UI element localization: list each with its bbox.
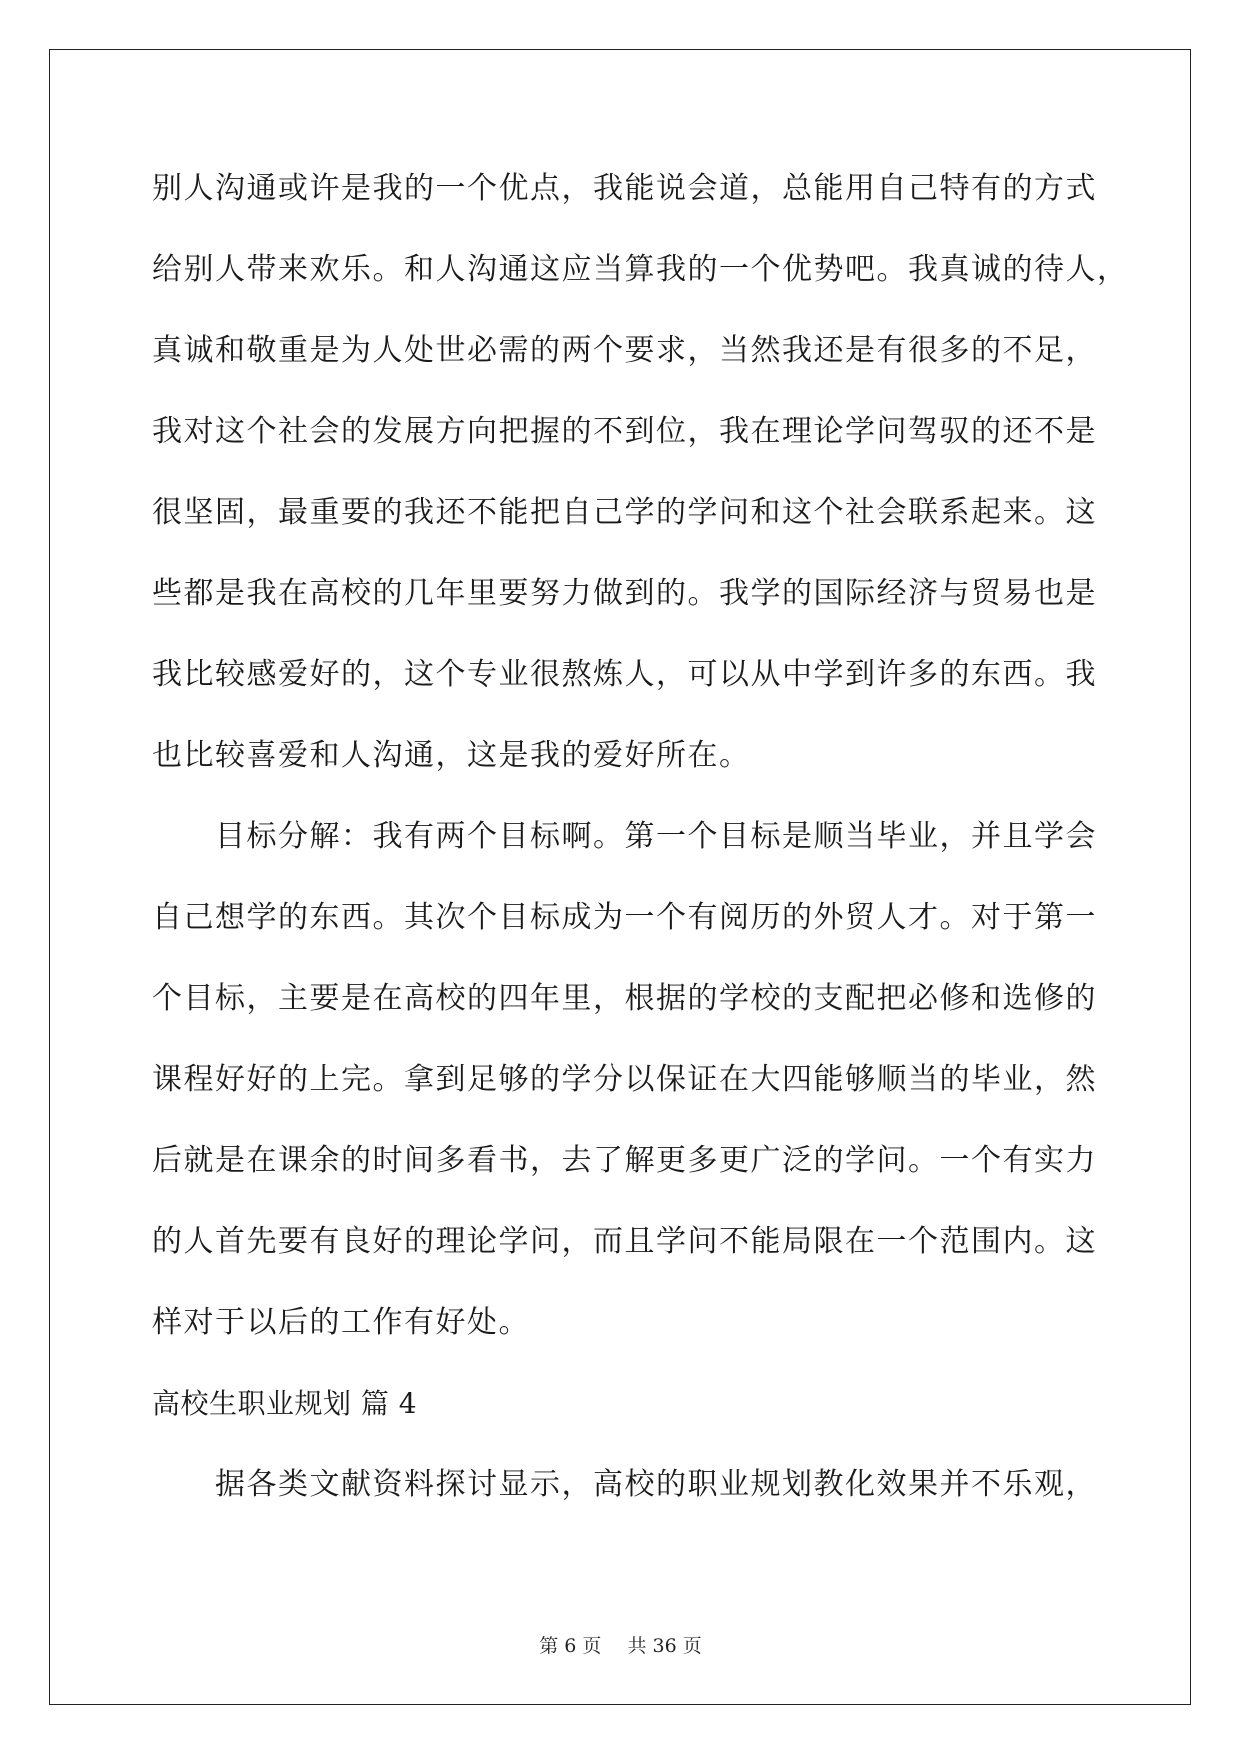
paragraph-line: 很坚固，最重要的我还不能把自己学的学问和这个社会联系起来。这 bbox=[152, 495, 1097, 530]
page-total: 共 36 页 bbox=[627, 1635, 702, 1657]
paragraph-line: 据各类文献资料探讨显示，高校的职业规划教化效果并不乐观， bbox=[152, 1467, 1097, 1502]
paragraph-line: 样对于以后的工作有好处。 bbox=[152, 1305, 530, 1340]
paragraph-line: 的人首先要有良好的理论学问，而且学问不能局限在一个范围内。这 bbox=[152, 1224, 1097, 1259]
paragraph-line: 别人沟通或许是我的一个优点，我能说会道，总能用自己特有的方式 bbox=[152, 171, 1097, 206]
document-body bbox=[152, 158, 1129, 1535]
paragraph-line: 我对这个社会的发展方向把握的不到位，我在理论学问驾驭的还不是 bbox=[152, 414, 1097, 449]
paragraph-line: 个目标，主要是在高校的四年里，根据的学校的支配把必修和选修的 bbox=[152, 981, 1097, 1016]
paragraph-line: 些都是我在高校的几年里要努力做到的。我学的国际经济与贸易也是 bbox=[152, 576, 1097, 611]
page-number: 第 6 页 bbox=[539, 1635, 602, 1657]
paragraph-line: 给别人带来欢乐。和人沟通这应当算我的一个优势吧。我真诚的待人， bbox=[152, 252, 1129, 287]
paragraph-line: 自己想学的东西。其次个目标成为一个有阅历的外贸人才。对于第一 bbox=[152, 900, 1097, 935]
paragraph-line: 我比较感爱好的，这个专业很熬炼人，可以从中学到许多的东西。我 bbox=[152, 657, 1097, 692]
section-heading: 高校生职业规划 篇 4 bbox=[152, 1387, 418, 1420]
paragraph-line: 真诚和敬重是为人处世必需的两个要求，当然我还是有很多的不足， bbox=[152, 333, 1097, 368]
paragraph-line: 也比较喜爱和人沟通，这是我的爱好所在。 bbox=[152, 738, 751, 773]
paragraph-line: 后就是在课余的时间多看书，去了解更多更广泛的学问。一个有实力 bbox=[152, 1143, 1097, 1178]
paragraph-line: 课程好好的上完。拿到足够的学分以保证在大四能够顺当的毕业，然 bbox=[152, 1062, 1097, 1097]
page-footer bbox=[0, 1631, 1241, 1658]
paragraph-line: 目标分解：我有两个目标啊。第一个目标是顺当毕业，并且学会 bbox=[152, 819, 1097, 854]
